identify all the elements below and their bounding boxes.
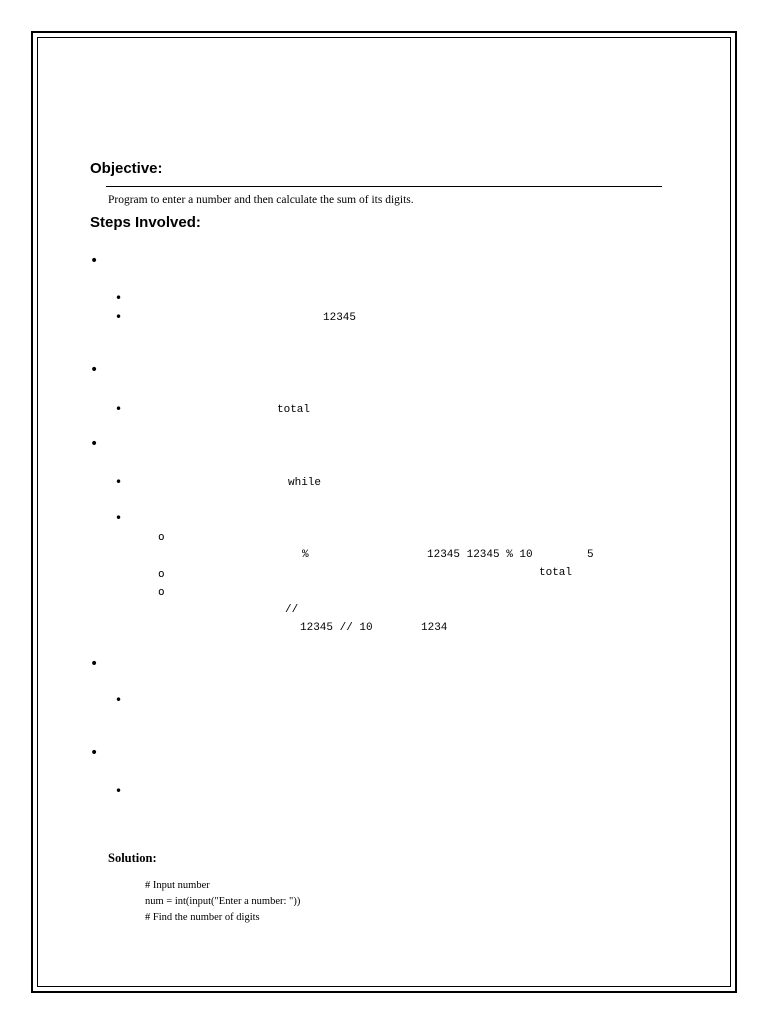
- code-token-while: while: [288, 477, 322, 489]
- step-bullet: •: [90, 745, 99, 761]
- solution-heading: Solution:: [108, 851, 157, 865]
- code-token-total: total: [277, 404, 311, 416]
- code-token-number: 12345: [323, 312, 357, 324]
- sub-sub-bullet: o: [158, 567, 165, 580]
- code-token-modulo-result: 5: [587, 549, 594, 561]
- sub-bullet: •: [115, 310, 123, 324]
- step-bullet: •: [90, 656, 99, 672]
- code-token-floor-result: 1234: [421, 622, 448, 634]
- step-bullet: •: [90, 436, 99, 452]
- code-token-floor-example: 12345 // 10: [300, 622, 373, 634]
- sub-bullet: •: [115, 291, 123, 305]
- sub-sub-bullet: o: [158, 530, 165, 543]
- steps-heading: Steps Involved:: [90, 214, 201, 231]
- code-line: num = int(input("Enter a number: ")): [145, 896, 301, 907]
- step-bullet: •: [90, 253, 99, 269]
- sub-bullet: •: [115, 511, 123, 525]
- sub-bullet: •: [115, 784, 123, 798]
- sub-bullet: •: [115, 402, 123, 416]
- objective-text: Program to enter a number and then calculate the sum of its digits.: [108, 194, 414, 206]
- code-token-floor-div: //: [285, 604, 299, 616]
- code-line: # Find the number of digits: [145, 912, 260, 923]
- code-token-modulo: %: [302, 549, 309, 561]
- objective-heading: Objective:: [90, 160, 163, 177]
- sub-bullet: •: [115, 693, 123, 707]
- page-border-inner: [37, 37, 731, 987]
- sub-sub-bullet: o: [158, 585, 165, 598]
- step-bullet: •: [90, 362, 99, 378]
- code-token-modulo-example: 12345 12345 % 10: [427, 549, 533, 561]
- sub-bullet: •: [115, 475, 123, 489]
- code-token-total: total: [539, 567, 573, 579]
- code-line: # Input number: [145, 880, 210, 891]
- objective-divider: [106, 186, 662, 187]
